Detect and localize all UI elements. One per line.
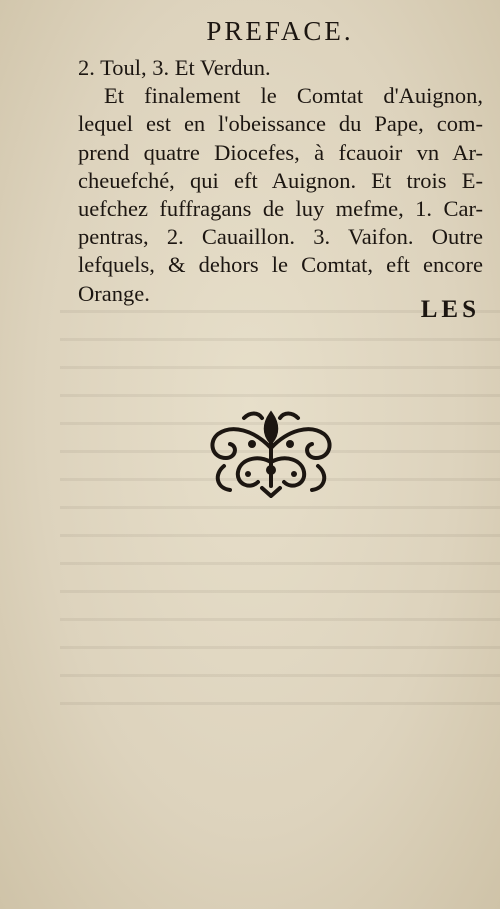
fleuron-icon xyxy=(204,404,338,498)
body-text xyxy=(78,54,483,308)
text-line: Orange. xyxy=(78,280,150,306)
text-line: Et finalement le Comtat d'Auignon, xyxy=(104,83,483,109)
text-line: uefchez fuffragans de luy mefme, 1. Car- xyxy=(78,196,483,222)
text-line: lequel est en l'obeissance du Pape, com- xyxy=(78,111,483,137)
text-line: cheuefché, qui eft Auignon. Et trois E- xyxy=(78,167,483,193)
running-header: PREFACE. xyxy=(206,16,354,46)
text-line: lefquels, & dehors le Comtat, eft encore xyxy=(78,252,483,278)
text-line: 2. Toul, 3. Et Verdun. xyxy=(78,55,271,80)
text-line: prend quatre Diocefes, à fcauoir vn Ar- xyxy=(78,139,483,165)
text-line: pentras, 2. Cauaillon. 3. Vaifon. Outre xyxy=(78,224,483,250)
catchword: LES xyxy=(420,296,480,323)
bleed-through-shadow xyxy=(60,290,500,710)
